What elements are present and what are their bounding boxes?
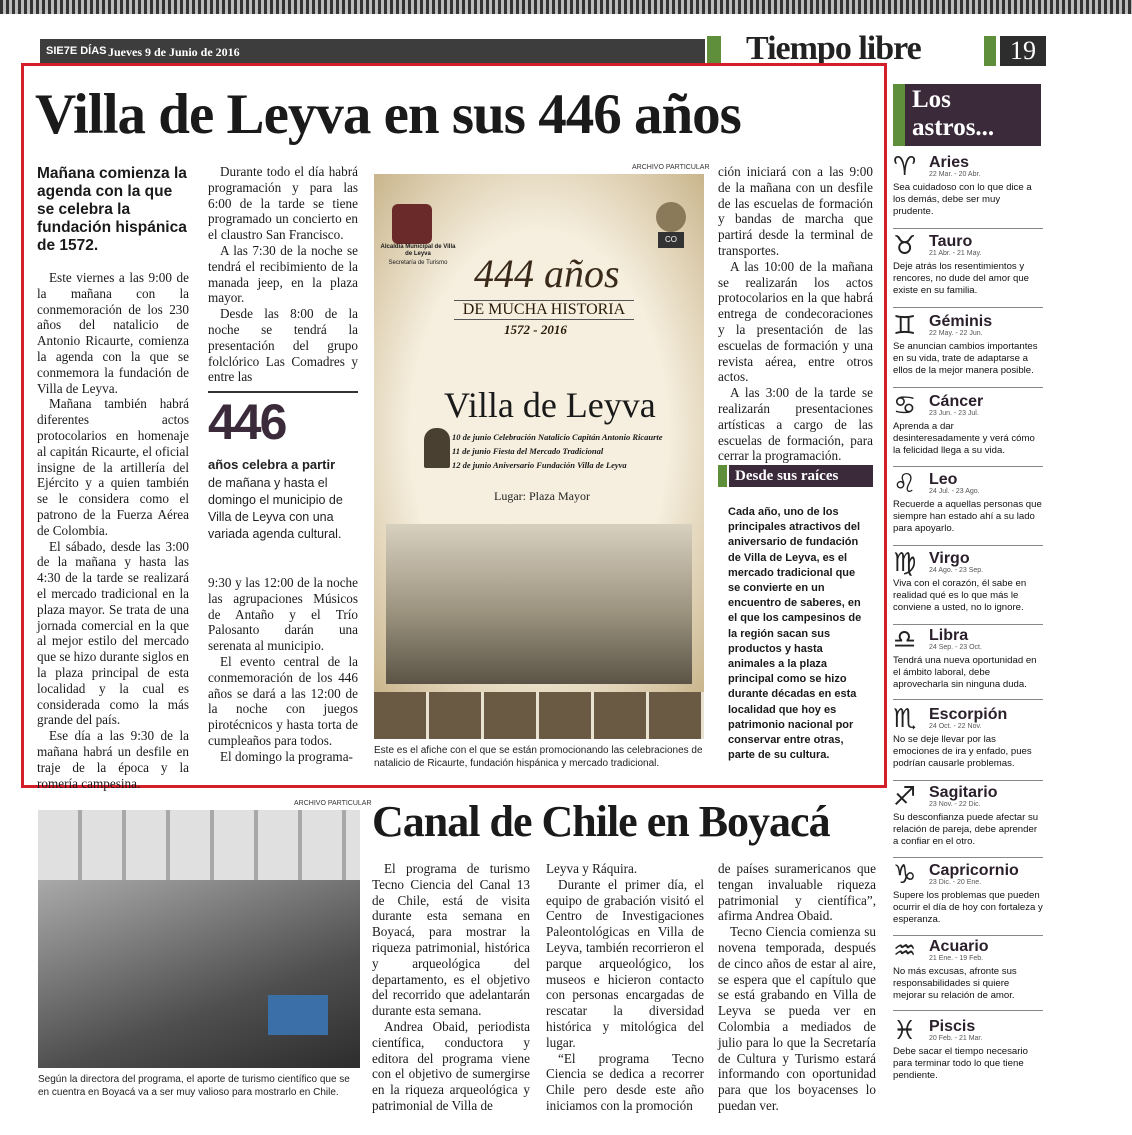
sign-text: Tendrá una nueva oportunidad en el ámbito laboral, debe aprovecharla sin ninguna duda. xyxy=(893,655,1037,690)
sign-text: Viva con el corazón, él sabe en realidad qué es lo que más le conviene a usted, no lo ignore. xyxy=(893,578,1027,613)
leo-icon: ♌ xyxy=(893,469,917,499)
sign-text: Debe sacar el tiempo necesario para terminar todo lo que tiene pendiente. xyxy=(893,1046,1028,1081)
divider xyxy=(893,545,1043,546)
main-column-2-top xyxy=(208,164,358,385)
seal-icon xyxy=(656,202,686,232)
header-green-marker xyxy=(707,36,721,66)
divider xyxy=(893,307,1043,308)
gemini-icon: ♊ xyxy=(893,311,917,341)
paragraph: A las 3:00 de la tarde se realizarán presentaciones artísticas a cargo de las escuelas de formación, para cerrar la programación. xyxy=(718,385,873,464)
poster-subtitle: DE MUCHA HISTORIA xyxy=(454,300,634,320)
main-lead: Mañana comienza la agenda con la que se celebra la fundación hispánica de 1572. xyxy=(37,165,187,254)
second-column-3 xyxy=(718,861,876,1114)
poster-photo-strip xyxy=(374,692,704,739)
coat-of-arms-icon xyxy=(392,204,432,244)
sign-text: Se anuncian cambios importantes en su vida, trate de adaptarse a ellos de la mejor manera posible. xyxy=(893,341,1038,376)
sign-dates: 21 Abr. - 21 May. xyxy=(929,250,982,257)
virgo-icon: ♍ xyxy=(893,548,917,578)
sign-dates: 22 Mar. - 20 Abr. xyxy=(929,171,981,178)
poster-badge: CO xyxy=(658,232,684,248)
paragraph: El evento central de la conmemoración de los 446 años se dará a las 12:00 de la noche con juegos pirotécnicos y hasta torta de cumpleaños para todos. xyxy=(208,653,358,748)
museum-photo xyxy=(38,810,360,1068)
paragraph: El domingo la programa- xyxy=(220,748,353,764)
second-photo-caption: Según la directora del programa, el aporte de turismo científico que se en cuentra en Boyacá va a ser muy valioso para mostrarlo en Chile. xyxy=(38,1074,350,1098)
sign-dates: 23 Dic. - 20 Ene. xyxy=(929,879,982,886)
sign-name: Cáncer xyxy=(929,393,984,410)
sign-name: Piscis xyxy=(929,1018,976,1035)
divider xyxy=(893,699,1043,700)
paragraph: Durante todo el día habrá programación y para las 6:00 de la tarde se tiene programado un concierto en el claustro San Francisco. xyxy=(208,164,358,243)
horoscope-title-1: Los xyxy=(912,86,951,113)
big-number-text: de mañana y hasta el domingo el municipio de Villa de Leyva con una variada agenda cultural. xyxy=(208,476,343,541)
cancer-icon: ♋ xyxy=(893,391,917,421)
sidebar-text: Cada año, uno de los principales atractivos del aniversario de fundación de Villa de Leyva, es el mercado tradicional que se convierte en un encuentro de saberes, en el que los campesinos de la región sacan sus productos y hasta animales a la plaza principal como se hizo durante décadas en esta localidad que hoy es patrimonio nacional por conservar entre otras, parte de su cultura. xyxy=(728,506,862,762)
poster-years: 444 años xyxy=(474,251,620,296)
sidebar-green-marker xyxy=(718,465,727,487)
poster-place: Lugar: Plaza Mayor xyxy=(494,489,590,503)
poster-image xyxy=(374,174,704,739)
aquarius-icon: ♒ xyxy=(893,936,917,966)
sign-dates: 24 Sep. - 23 Oct. xyxy=(929,644,982,651)
page-number-marker xyxy=(984,36,996,66)
poster-event-1: 10 de junio Celebración Natalicio Capitán Antonio Ricaurte xyxy=(452,432,663,442)
header-bar xyxy=(40,39,705,65)
sign-name: Capricornio xyxy=(929,862,1019,879)
taurus-icon: ♉ xyxy=(893,231,917,261)
paragraph: Desde las 8:00 de la noche se tendrá la presentación del grupo folclórico Las Comadres y entre las xyxy=(208,306,358,385)
sign-name: Virgo xyxy=(929,550,970,567)
big-number-caption: años celebra a partir xyxy=(208,457,336,472)
paragraph: de países suramericanos que tengan invaluable riqueza patrimonial y científica”, afirma Andrea Obaid. xyxy=(718,861,876,924)
horoscope-title-2: astros... xyxy=(912,114,995,141)
paragraph: 9:30 y las 12:00 de la noche las agrupaciones Músicos de Antaño y el Trío Palosanto darán una serenata al municipio. xyxy=(208,575,358,654)
poster-town: Villa de Leyva xyxy=(444,385,656,425)
paragraph: A las 10:00 de la mañana se realizarán los actos protocolarios en la que habrá entrega de condecoraciones y la presentación de las escuelas de formación y una revista aérea, entre otros actos. xyxy=(718,258,873,385)
main-column-1 xyxy=(37,270,189,791)
paragraph: El sábado, desde las 3:00 de la mañana y hasta las 4:30 de la tarde se realizará el mercado tradicional en la plaza mayor. Se trata de una jornada comercial en la que al mejor estilo del mercado que se hizo durante siglos en la plaza principal de esta localidad y la cual es considerada como la más grande del país. xyxy=(37,538,189,728)
museum-windows xyxy=(38,810,360,880)
paragraph: “El programa Tecno Ciencia se dedica a recorrer Chile pero desde este año iniciamos con la promoción xyxy=(546,1050,704,1113)
horoscope-green-marker xyxy=(893,84,905,146)
divider xyxy=(893,466,1043,467)
sign-name: Géminis xyxy=(929,313,993,330)
section-title: Tiempo libre xyxy=(746,30,921,67)
info-panel xyxy=(268,995,328,1035)
paragraph: El programa de turismo Tecno Ciencia del Canal 13 de Chile, está de visita durante esta semana en Boyacá, para mostrar la riqueza patrimonial, histórica y arqueológica del departamento, es el objetivo del recorrido que adelantarán durante esta semana. xyxy=(372,861,530,1019)
main-column-3 xyxy=(718,164,873,464)
divider xyxy=(893,1010,1043,1011)
divider xyxy=(893,780,1043,781)
paragraph: Andrea Obaid, periodista científica, conductora y editora del programa viene con el objetivo de sumergirse en la riqueza arqueológica y patrimonial de Villa de xyxy=(372,1018,530,1113)
divider xyxy=(893,228,1043,229)
sign-dates: 23 Nov. - 22 Dic. xyxy=(929,801,981,808)
paragraph: ción iniciará con a las 9:00 de la mañana con un desfile de las escuelas de formación y bandas de marcha que partirá desde la terminal de transportes. xyxy=(718,164,873,258)
sign-name: Tauro xyxy=(929,233,973,250)
paragraph: Durante el primer día, el equipo de grabación visitó el Centro de Investigaciones Paleontológicas en Villa de Leyva, también recorrieron el parque arqueológico, los museos e hicieron contacto con personas encargadas de rescatar la diversidad histórica y mitológica del lugar. xyxy=(546,876,704,1050)
section-logo: SIE7E DÍAS xyxy=(46,45,107,57)
poster-institution: Alcaldía Municipal de Villa de Leyva xyxy=(380,244,456,257)
second-photo-credit: ARCHIVO PARTICULAR xyxy=(294,800,372,807)
sign-name: Sagitario xyxy=(929,784,998,801)
sign-name: Escorpión xyxy=(929,706,1008,723)
pisces-icon: ♓ xyxy=(893,1016,917,1046)
divider xyxy=(893,387,1043,388)
sign-name: Acuario xyxy=(929,938,989,955)
highlight-rule xyxy=(208,391,358,393)
main-column-2-bottom xyxy=(208,575,358,765)
sign-dates: 22 May. - 22 Jun. xyxy=(929,330,983,337)
sign-text: Sea cuidadoso con lo que dice a los demás, debe ser muy prudente. xyxy=(893,182,1032,217)
paragraph: Mañana también habrá diferentes actos protocolarios en homenaje al capitán Ricaurte, el oficial insigne de la artillería del Ejército y a quien también se le considera como el patrono de la Fuerza Aérea de Colombia. xyxy=(37,396,189,538)
paragraph: Tecno Ciencia comienza su novena temporada, después de cinco años de estar al aire, se espera que el capítulo que se está grabando en Villa de Leyva se pueda ver en Colombia a mediados de julio para lo que la Secretaría de Cultura y Turismo estará informando con oportunidad para que los boyacenses lo puedan ver. xyxy=(718,924,876,1113)
big-number: 446 xyxy=(208,394,286,450)
poster-event-2: 11 de junio Fiesta del Mercado Tradicional xyxy=(452,446,604,456)
sign-text: Recuerde a aquellas personas que siempre han estado ahí a su lado para apoyarlo. xyxy=(893,499,1042,534)
sign-text: No se deje llevar por las emociones de ira y enfado, pues podrían causarle problemas. xyxy=(893,734,1032,769)
sign-dates: 21 Ene. - 19 Feb. xyxy=(929,955,984,962)
plaza-scene-image xyxy=(386,524,692,684)
sign-text: Supere los problemas que pueden ocurrir el día de hoy con fortaleza y esperanza. xyxy=(893,890,1043,925)
sign-dates: 24 Oct. - 22 Nov. xyxy=(929,723,982,730)
divider xyxy=(893,857,1043,858)
second-column-2 xyxy=(546,861,704,1114)
sign-dates: 24 Ago. - 23 Sep. xyxy=(929,567,984,574)
paragraph: Ese día a las 9:30 de la mañana habrá un desfile en traje de la época y la romería campesina. xyxy=(37,728,189,791)
poster-secretaria: Secretaría de Turismo xyxy=(388,260,448,266)
second-headline: Canal de Chile en Boyacá xyxy=(372,797,830,846)
poster-period: 1572 - 2016 xyxy=(504,322,567,337)
poster-photo-credit: ARCHIVO PARTICULAR xyxy=(632,164,710,171)
sagittarius-icon: ♐ xyxy=(893,782,917,812)
paragraph: A las 7:30 de la noche se tendrá el recibimiento de la manada jeep, en la plaza mayor. xyxy=(208,242,358,306)
libra-icon: ♎ xyxy=(893,625,917,655)
paragraph: Leyva y Ráquira. xyxy=(546,861,638,876)
sign-name: Libra xyxy=(929,627,969,644)
sign-text: Aprenda a dar desinteresadamente y verá cómo la felicidad llega a su vida. xyxy=(893,421,1035,456)
second-column-1 xyxy=(372,861,530,1114)
poster-caption: Este es el afiche con el que se están promocionando las celebraciones de natalicio de Ricaurte, fundación hispánica y mercado tradicional. xyxy=(374,745,703,769)
capricorn-icon: ♑ xyxy=(893,860,917,890)
statue-icon xyxy=(424,428,450,468)
poster-event-3: 12 de junio Aniversario Fundación Villa de Leyva xyxy=(452,460,627,470)
main-headline: Villa de Leyva en sus 446 años xyxy=(35,83,741,146)
sign-dates: 20 Feb. - 21 Mar. xyxy=(929,1035,983,1042)
sign-text: Su desconfianza puede afectar su relación de pareja, debe aprender a confiar en el otro. xyxy=(893,812,1039,847)
sidebar-title: Desde sus raíces xyxy=(729,465,873,487)
sign-name: Aries xyxy=(929,154,970,171)
page-top-strip xyxy=(0,0,1132,14)
paragraph: Este viernes a las 9:00 de la mañana con la conmemoración de los 230 años del natalicio de Antonio Ricaurte, comienza la agenda con la que se conmemora la fundación de Villa de Leyva. xyxy=(37,270,189,396)
sign-dates: 23 Jun. - 23 Jul. xyxy=(929,410,979,417)
sign-text: No más excusas, afronte sus responsabilidades si quiere mejorar su relación de amor. xyxy=(893,966,1017,1001)
header-date: Jueves 9 de Junio de 2016 xyxy=(108,45,240,59)
page-number: 19 xyxy=(1000,36,1046,66)
scorpio-icon: ♏ xyxy=(893,704,917,734)
horoscope-title-box xyxy=(905,84,1041,146)
aries-icon: ♈ xyxy=(893,152,917,182)
sign-name: Leo xyxy=(929,471,958,488)
sign-dates: 24 Jul. - 23 Ago. xyxy=(929,488,980,495)
sign-text: Deje atrás los resentimientos y rencores, no dude del amor que existe en su familia. xyxy=(893,261,1029,296)
